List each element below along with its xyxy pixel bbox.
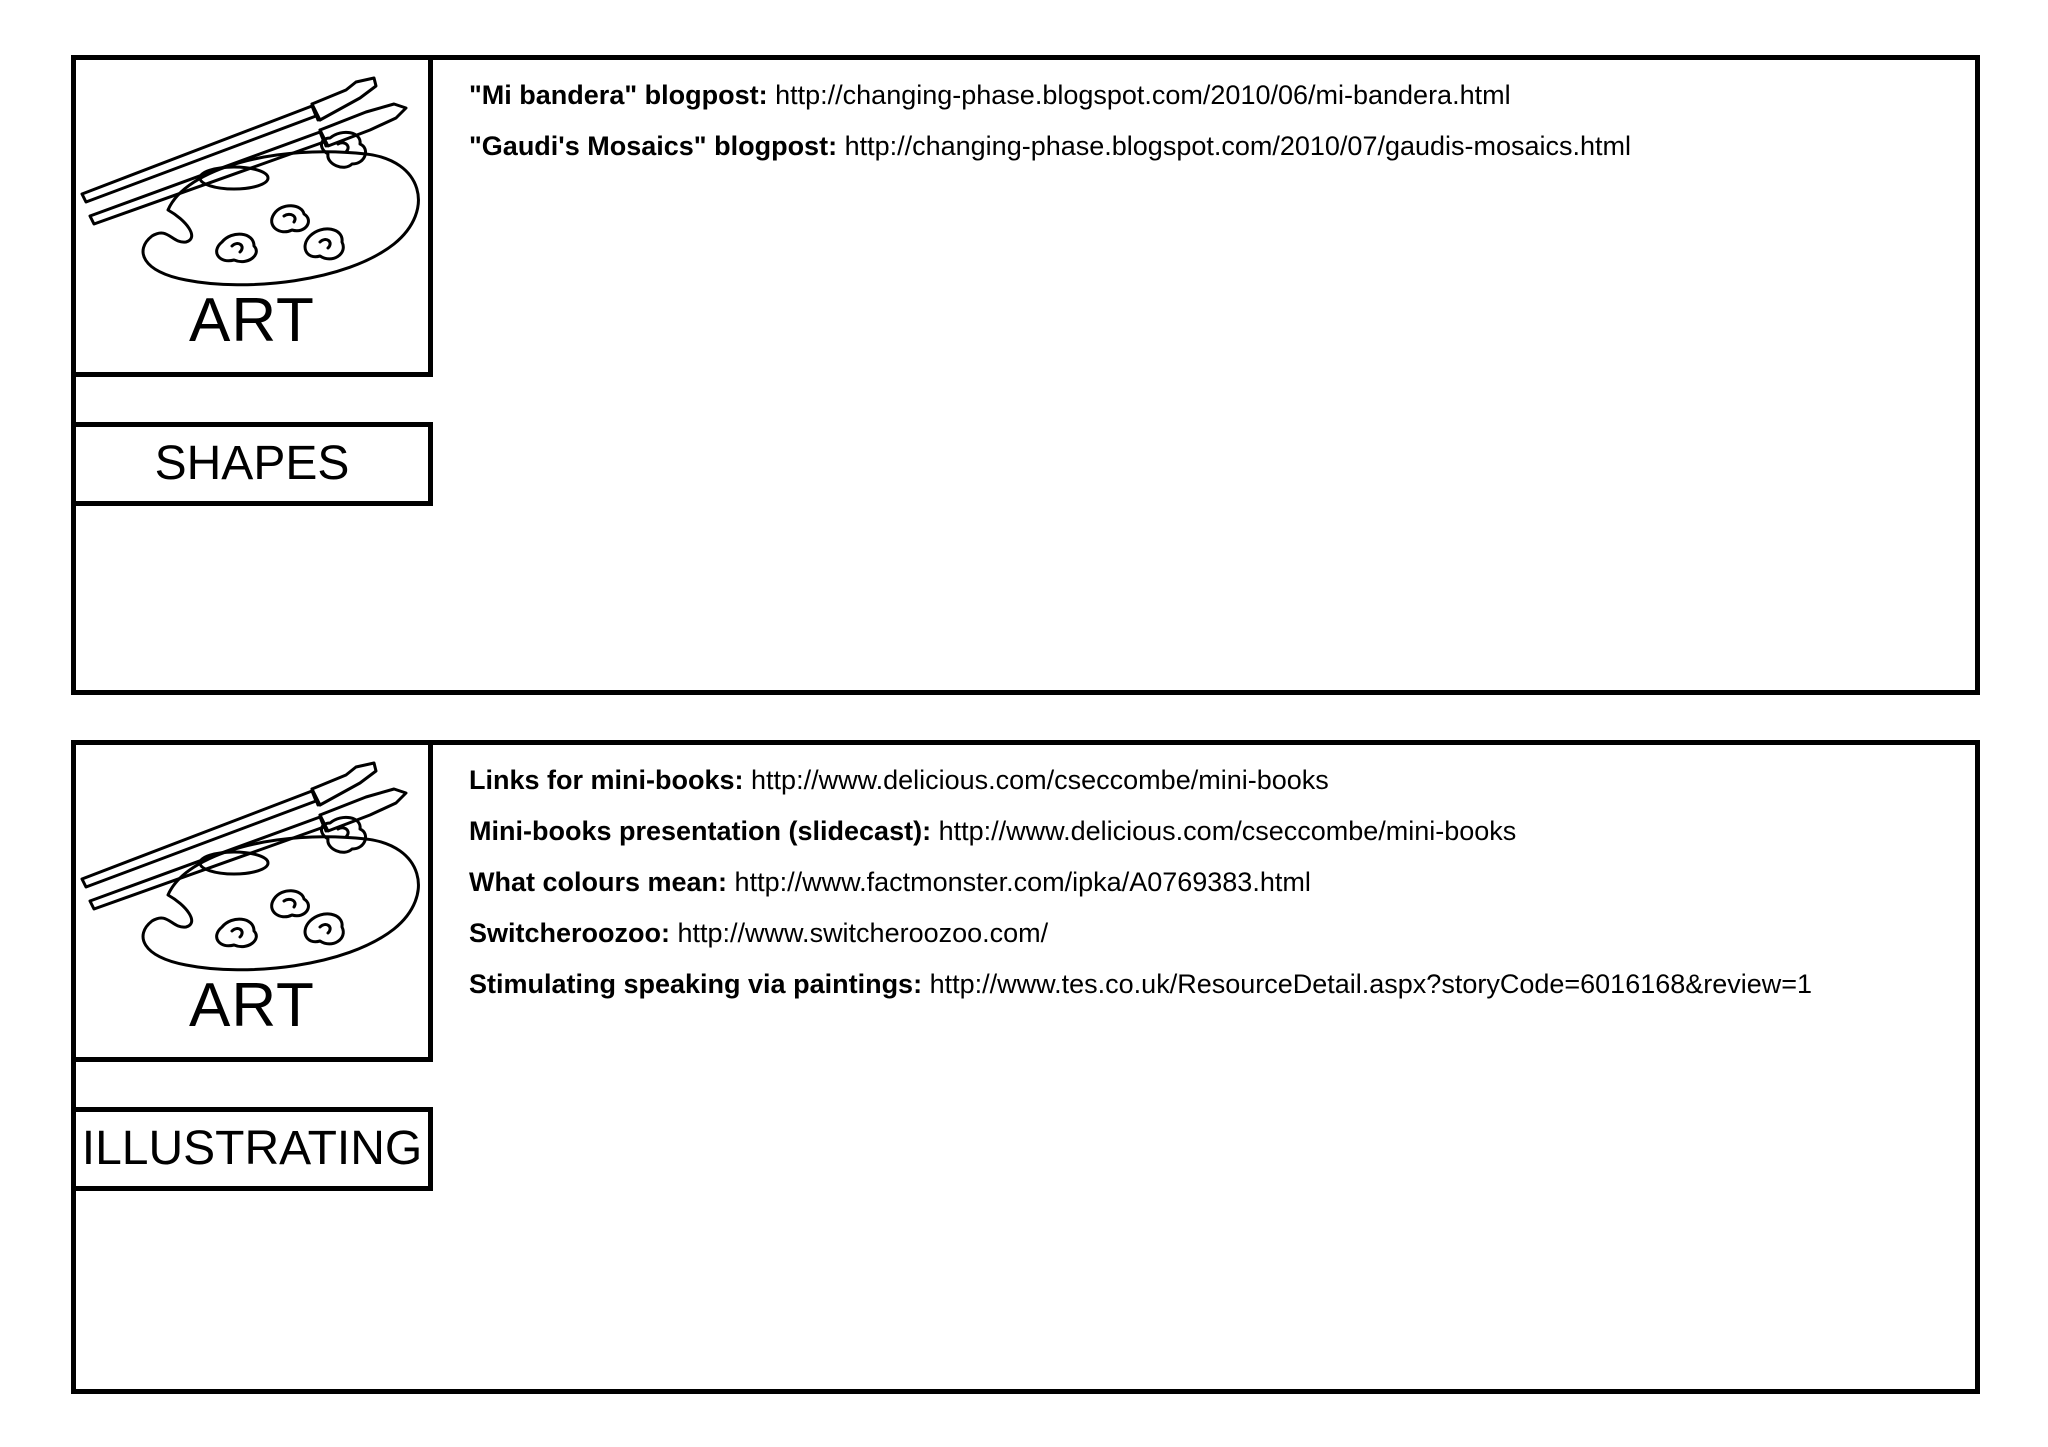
link-url[interactable]: http://www.factmonster.com/ipka/A0769383.html (734, 867, 1311, 897)
link-url[interactable]: http://changing-phase.blogspot.com/2010/06/mi-bandera.html (775, 80, 1511, 110)
link-label: Stimulating speaking via paintings: (469, 969, 923, 999)
list-item (469, 129, 1955, 163)
topic-label-shapes: SHAPES (71, 422, 433, 506)
link-url[interactable]: http://www.switcheroozoo.com/ (677, 918, 1049, 948)
link-url[interactable]: http://www.tes.co.uk/ResourceDetail.aspx?storyCode=6016168&review=1 (929, 969, 1813, 999)
art-icon-box (71, 740, 433, 1062)
link-url[interactable]: http://changing-phase.blogspot.com/2010/07/gaudis-mosaics.html (844, 131, 1632, 161)
resource-link-list (469, 78, 1955, 180)
link-label: Mini-books presentation (slidecast): (469, 816, 932, 846)
link-label: Links for mini-books: (469, 765, 744, 795)
resource-link-list (469, 763, 1955, 1018)
list-item (469, 78, 1955, 112)
paint-palette-brushes-icon (76, 745, 428, 975)
list-item (469, 865, 1955, 899)
icon-label-art: ART (189, 286, 315, 355)
link-url[interactable]: http://www.delicious.com/cseccombe/mini-books (751, 765, 1329, 795)
art-icon-box (71, 55, 433, 377)
link-label: Switcheroozoo: (469, 918, 670, 948)
link-label: What colours mean: (469, 867, 728, 897)
paint-palette-brushes-icon (76, 60, 428, 290)
list-item (469, 916, 1955, 950)
link-label: "Gaudi's Mosaics" blogpost: (469, 131, 838, 161)
icon-label-art: ART (189, 971, 315, 1040)
resource-card-shapes (71, 55, 1980, 695)
list-item (469, 763, 1955, 797)
resource-card-illustrating (71, 740, 1980, 1394)
topic-label-illustrating: ILLUSTRATING (71, 1107, 433, 1191)
list-item (469, 814, 1955, 848)
link-label: "Mi bandera" blogpost: (469, 80, 768, 110)
list-item (469, 967, 1955, 1001)
link-url[interactable]: http://www.delicious.com/cseccombe/mini-books (938, 816, 1517, 846)
